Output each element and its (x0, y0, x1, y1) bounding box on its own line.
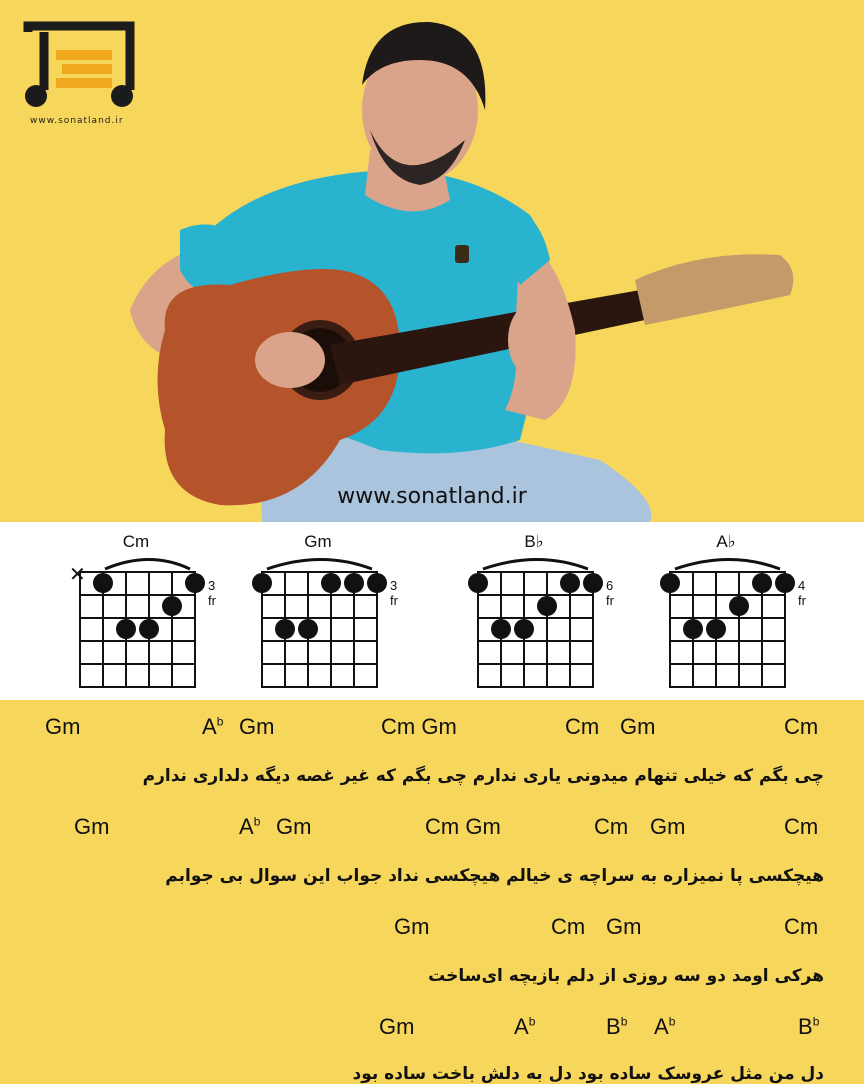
sonatland-logo (22, 20, 140, 112)
fret-label-cm: 3 fr (208, 578, 216, 608)
fret-label-bb: 6 fr (606, 578, 614, 608)
chord-name-ab: A♭ (716, 532, 736, 551)
chord-label: Cm (565, 714, 600, 739)
chord-row-4 (0, 1014, 864, 1044)
muted-string-icon: ✕ (69, 564, 86, 586)
chord-diagrams-panel (0, 522, 864, 700)
chord-label: Gm (74, 814, 110, 839)
chord-diagram-cm (80, 560, 205, 688)
chord-label: Gm (620, 714, 656, 739)
chord-label: $A^b$ (654, 1014, 676, 1039)
performer-photo (0, 0, 864, 522)
chord-label: $A^b$ (514, 1014, 536, 1039)
chord-label: $A^b$ (239, 814, 261, 839)
lyric-line-1: چی بگم که خیلی تنهام میدونی یاری ندارم چی بگم که غیر غصه دیگه دلداری ندارم (142, 766, 824, 786)
chord-label: Cm Gm (381, 714, 457, 739)
chord-diagram-bb (468, 560, 603, 688)
music-note-logo-icon (22, 20, 140, 112)
lyric-line-3: هرکی اومد دو سه روزی از دلم بازیچه ای‌ساخت (428, 966, 824, 986)
lyric-line-4: دل من مثل عروسک ساده بود دل به دلش باخت ساده بود (352, 1064, 824, 1084)
chord-label: Gm (239, 714, 275, 739)
chord-label: Gm (394, 914, 430, 939)
chord-label: Cm (784, 714, 819, 739)
chord-label: Gm (276, 814, 312, 839)
chord-diagram-gm (252, 560, 387, 688)
chord-label: Gm (606, 914, 642, 939)
chord-label: Gm (379, 1014, 415, 1039)
chord-diagram-ab (660, 560, 795, 688)
chord-row-1 (0, 714, 864, 744)
chord-label: Cm (784, 914, 819, 939)
chord-name-gm: Gm (304, 532, 332, 551)
chord-row-3 (0, 914, 864, 944)
chord-label: $B^b$ (606, 1014, 628, 1039)
chord-name-cm: Cm (122, 532, 150, 551)
chord-label: Gm (45, 714, 81, 739)
chord-label: $B^b$ (798, 1014, 820, 1039)
fret-label-ab: 4 fr (798, 578, 806, 608)
chord-row-2 (0, 814, 864, 844)
chord-label: Cm (784, 814, 819, 839)
chord-label: $A^b$ (202, 714, 224, 739)
lyrics-section (0, 700, 864, 1084)
logo-url: www.sonatland.ir (30, 116, 124, 126)
chord-name-bb: B♭ (524, 532, 544, 551)
chord-label: Cm Gm (425, 814, 501, 839)
watermark-url: www.sonatland.ir (337, 484, 527, 509)
fret-label-gm: 3 fr (390, 578, 398, 608)
chord-label: Cm (551, 914, 586, 939)
chord-label: Gm (650, 814, 686, 839)
lyric-line-2: هیچکسی پا نمیزاره به سراچه ی خیالم هیچکسی نداد جواب این سوال بی جوابم (165, 866, 824, 886)
chord-label: Cm (594, 814, 629, 839)
